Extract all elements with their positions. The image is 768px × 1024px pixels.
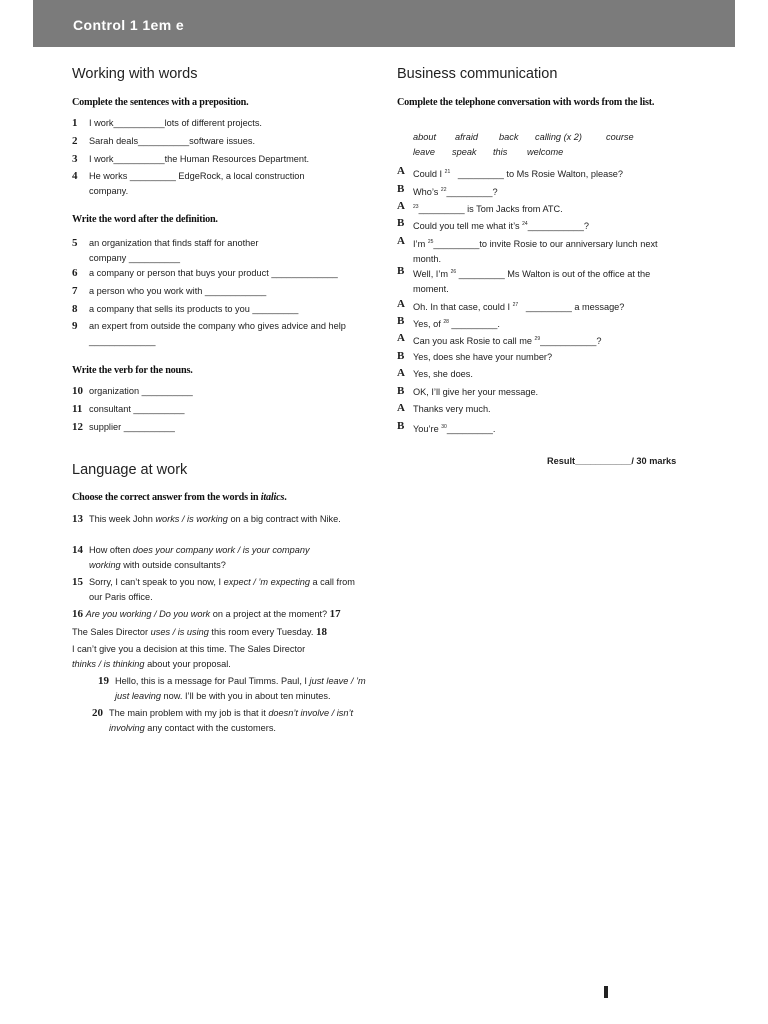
text: _________ Ms Walton is out of the office at the moment.: [413, 269, 653, 294]
options: thinks / is thinking: [72, 658, 145, 669]
gap-number: 23: [413, 204, 419, 210]
question: [72, 625, 327, 639]
dialogue-text: [413, 265, 678, 296]
question-text: I work__________lots of different projects.: [89, 118, 262, 128]
gap-number: 25: [427, 239, 434, 245]
section-title: Business communication: [397, 66, 558, 82]
word-list-item: afraid: [455, 132, 478, 142]
text: _________.: [446, 424, 496, 435]
instruction: Complete the sentences with a preposition.: [72, 97, 249, 108]
question-text: [72, 575, 367, 604]
gap-number: 28: [443, 319, 449, 325]
speaker-label: B: [397, 217, 405, 229]
instruction: Complete the telephone conversation with words from the list.: [397, 97, 655, 108]
instruction-end: .: [284, 492, 287, 503]
gap-number: 29: [534, 336, 541, 342]
text: Can you ask Rosie to call me: [413, 336, 535, 347]
question: [72, 116, 372, 131]
result-label: Result: [547, 456, 576, 466]
result-marks: / 30 marks: [631, 456, 677, 466]
question-number: 8: [72, 303, 78, 315]
instruction: [72, 491, 287, 505]
question-text: an expert from outside the company who gives advice and help _____________: [89, 321, 346, 346]
text: You’re: [413, 424, 442, 435]
question-text: [92, 706, 372, 735]
result-blank: ___________: [575, 456, 632, 466]
text: ___________?: [540, 336, 602, 347]
question-number: 3: [72, 153, 78, 165]
text: any contact with the customers.: [144, 722, 276, 733]
text: Who’s: [413, 187, 441, 198]
question-text: [72, 543, 342, 572]
question: [72, 152, 372, 167]
page-title: Control 1 1em e: [73, 17, 185, 33]
question-text: a company that sells its products to you _________: [89, 304, 299, 314]
word-list-item: welcome: [527, 147, 564, 157]
question: [72, 642, 312, 671]
gap-number: 24: [522, 221, 528, 227]
question: [98, 674, 378, 703]
speaker-label: A: [397, 298, 405, 310]
question-number: 11: [72, 403, 83, 415]
text: How often: [89, 545, 133, 555]
speaker-label: A: [397, 332, 405, 344]
dialogue-text: [413, 402, 703, 417]
text: about your proposal.: [144, 658, 231, 669]
question: [72, 575, 367, 604]
word-list-item: calling (x 2): [535, 132, 582, 142]
instruction: Write the verb for the nouns.: [72, 365, 193, 376]
text: OK, I’ll give her your message.: [413, 387, 539, 397]
question-text: a person who you work with ____________: [89, 286, 267, 296]
dialogue-text: [413, 350, 703, 365]
options: expect / ’m expecting: [223, 577, 310, 587]
question-text: consultant __________: [89, 404, 185, 414]
dialogue-text: [413, 200, 703, 217]
question-text: supplier __________: [89, 422, 175, 432]
question-text: He works _________ EdgeRock, a local construction company.: [89, 171, 305, 196]
text: Yes, she does.: [413, 369, 473, 379]
text: Yes, does she have your number?: [413, 352, 553, 362]
question-text: an organization that finds staff for another company __________: [89, 238, 259, 263]
question-number: 6: [72, 267, 78, 279]
gap-number: 22: [440, 187, 447, 193]
question-text: I work__________the Human Resources Department.: [89, 154, 310, 164]
word-list-item: leave: [413, 147, 435, 157]
question-number: 17: [329, 608, 341, 620]
business-communication-section: [397, 66, 697, 476]
dialogue-text: [413, 315, 703, 332]
options: Are you working / Do you work: [85, 609, 211, 619]
question-number: 19: [98, 675, 109, 687]
section-title: Working with words: [72, 66, 198, 82]
word-list-item: about: [413, 132, 436, 142]
speaker-label: B: [397, 420, 405, 432]
speaker-label: B: [397, 350, 405, 362]
question-number: 12: [72, 421, 83, 433]
text: ___________?: [527, 221, 590, 232]
gap-number: 21: [444, 169, 451, 175]
question-number: 2: [72, 135, 78, 147]
speaker-label: B: [397, 315, 405, 327]
question: [72, 169, 342, 198]
question-number: 16: [72, 608, 83, 620]
question-text: [98, 674, 378, 703]
question: [72, 302, 372, 317]
options: doesn’t involve / isn’t involving: [109, 708, 354, 733]
speaker-label: A: [397, 235, 405, 247]
text: _________?: [446, 187, 498, 198]
question-number: 20: [92, 707, 103, 719]
question-text: [72, 642, 312, 671]
question: [72, 512, 352, 527]
speaker-label: B: [397, 385, 405, 397]
word-list-item: speak: [452, 147, 477, 157]
question: [72, 319, 367, 348]
question-number: 13: [72, 513, 83, 525]
gap-number: 26: [450, 269, 457, 275]
dialogue-text: [413, 367, 703, 382]
page-header: [33, 0, 735, 47]
text: on a project at the moment?: [210, 609, 328, 619]
word-list: [413, 132, 683, 162]
text: Thanks very much.: [413, 404, 491, 414]
question-text: a company or person that buys your product _____________: [89, 268, 338, 278]
question-text: [72, 512, 352, 527]
options: uses / is using: [150, 627, 209, 637]
text: I can’t give you a decision at this time. The Sales Director: [72, 644, 306, 654]
question: [72, 420, 372, 435]
speaker-label: A: [397, 200, 405, 212]
text: now. I’ll be with you in about ten minutes.: [160, 690, 331, 701]
speaker-label: A: [397, 402, 405, 414]
result: [547, 454, 676, 468]
working-with-words-section: [72, 66, 372, 446]
text: Oh. In that case, could I: [413, 302, 513, 313]
speaker-label: A: [397, 165, 405, 177]
text: on a big contract with Nike.: [227, 514, 341, 524]
question-number: 10: [72, 385, 83, 397]
text: a call from our Paris office.: [89, 577, 355, 602]
question-number: 4: [72, 170, 78, 182]
options: works / is working: [155, 514, 228, 524]
dialogue: [397, 165, 697, 435]
dialogue-text: [413, 420, 703, 437]
section-title: Language at work: [72, 462, 188, 478]
options: just leave / ’m just leaving: [115, 676, 366, 701]
question-text: organization __________: [89, 386, 193, 396]
question: [72, 134, 372, 149]
speaker-label: B: [397, 183, 405, 195]
text: This week John: [89, 514, 156, 524]
text: Hello, this is a message for Paul Timms. Paul, I: [115, 676, 310, 686]
question-number: 7: [72, 285, 78, 297]
word-list-item: course: [606, 132, 634, 142]
dialogue-text: [413, 385, 703, 400]
gap-number: 27: [512, 302, 519, 308]
text: with outside consultants?: [120, 559, 226, 570]
text: _________ is Tom Jacks from ATC.: [418, 204, 563, 215]
text: Yes, of: [413, 319, 444, 330]
text: Could you tell me what it’s: [413, 221, 523, 232]
dialogue-text: [413, 235, 678, 266]
question-number: 1: [72, 117, 78, 129]
speaker-label: B: [397, 265, 405, 277]
question-number: 9: [72, 320, 78, 332]
instruction-text: Choose the correct answer from the words in: [72, 492, 261, 503]
question-number: 15: [72, 576, 83, 588]
question: [72, 607, 341, 621]
text: _________ a message?: [518, 302, 625, 313]
question: [72, 384, 372, 399]
word-list-item: this: [493, 147, 508, 157]
text: The main problem with my job is that it: [109, 708, 269, 718]
speaker-label: A: [397, 367, 405, 379]
text: The Sales Director: [72, 627, 151, 637]
question: [72, 266, 372, 281]
question: [72, 236, 297, 265]
options: does your company work / is your company working: [89, 545, 310, 570]
text: Sorry, I can’t speak to you now, I: [89, 577, 224, 587]
dialogue-text: [413, 217, 703, 234]
question: [72, 543, 342, 572]
word-list-item: back: [499, 132, 519, 142]
question-text: Sarah deals__________software issues.: [89, 136, 255, 146]
text: Well, I’m: [413, 269, 451, 280]
text: _________ to Ms Rosie Walton, please?: [450, 169, 624, 180]
dialogue-text: [413, 298, 703, 315]
page-marker: [604, 986, 608, 998]
language-at-work-section: [72, 462, 377, 742]
instruction: Write the word after the definition.: [72, 214, 218, 225]
gap-number: 30: [441, 424, 447, 430]
question: [72, 284, 372, 299]
dialogue-text: [413, 332, 703, 349]
dialogue-text: [413, 165, 703, 182]
instruction-italic: italics: [260, 492, 285, 503]
text: Could I: [413, 169, 445, 180]
question-number: 5: [72, 237, 78, 249]
question-number: 18: [315, 626, 327, 638]
question-number: 14: [72, 544, 83, 556]
text: _________to invite Rosie to our anniversary lunch next month.: [413, 239, 661, 264]
question: [72, 402, 372, 417]
dialogue-text: [413, 183, 703, 200]
text: _________.: [448, 319, 500, 330]
text: this room every Tuesday.: [208, 627, 314, 637]
text: I’m: [413, 239, 428, 250]
question: [92, 706, 372, 735]
